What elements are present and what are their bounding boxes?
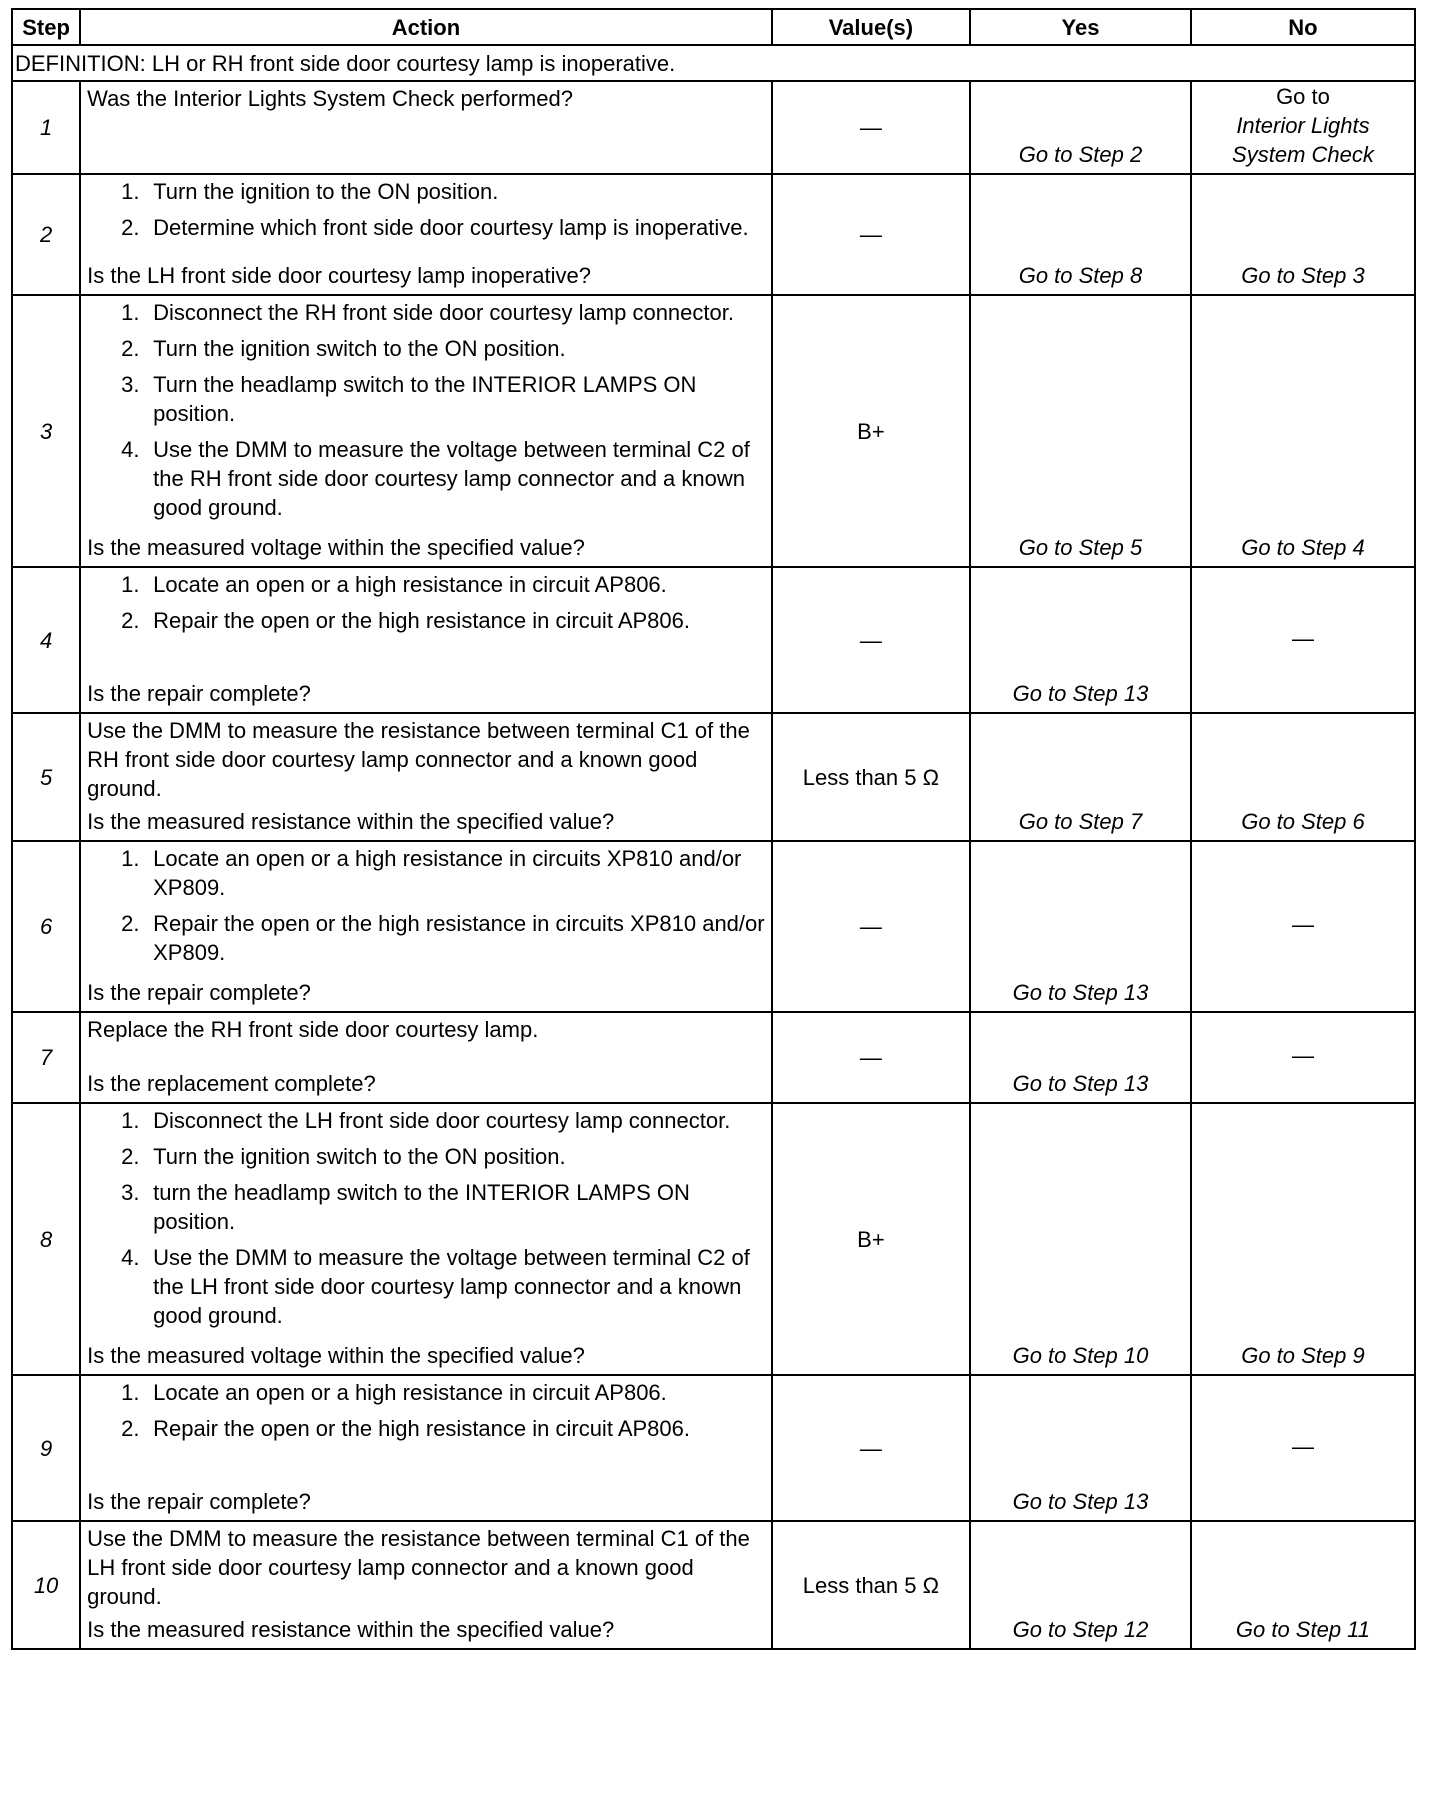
action-text: Use the DMM to measure the resistance between terminal C1 of the LH front side door courtesy lamp connector and a known good ground.: [87, 1526, 750, 1609]
no-goto-line: System Check: [1232, 142, 1374, 167]
list-item: [87, 435, 765, 522]
no-cell: Go to Step 11: [1191, 1521, 1415, 1649]
list-item: [87, 370, 765, 428]
action-content: [87, 84, 765, 159]
list-item-number: 2.: [121, 1144, 140, 1169]
list-item: [87, 1378, 765, 1407]
list-item: [87, 1142, 765, 1171]
table-row: [12, 1103, 1415, 1375]
list-item-text: Determine which front side door courtesy lamp is inoperative.: [153, 215, 749, 240]
no-cell: Go to Step 3: [1191, 174, 1415, 295]
table-row: [12, 567, 1415, 713]
action-content: [87, 1106, 765, 1370]
action-instructions: [87, 298, 765, 529]
list-item-number: 1.: [121, 1380, 140, 1405]
action-cell: [80, 567, 772, 713]
action-steps-list: [87, 1378, 765, 1443]
action-question: Is the repair complete?: [87, 681, 311, 706]
action-cell: [80, 1521, 772, 1649]
header-yes: Yes: [970, 9, 1191, 45]
action-question: Is the repair complete?: [87, 980, 311, 1005]
value-cell: Less than 5 Ω: [772, 1521, 970, 1649]
list-item-text: Locate an open or a high resistance in circuit AP806.: [153, 572, 667, 597]
step-number: 9: [12, 1375, 80, 1521]
header-no: No: [1191, 9, 1415, 45]
step-number: 8: [12, 1103, 80, 1375]
list-item-text: Repair the open or the high resistance in circuit AP806.: [153, 1416, 690, 1441]
action-content: [87, 716, 765, 836]
yes-cell: Go to Step 13: [970, 1012, 1191, 1103]
list-item-text: Disconnect the LH front side door courtesy lamp connector.: [153, 1108, 731, 1133]
action-text: Was the Interior Lights System Check performed?: [87, 86, 573, 111]
action-cell: [80, 1012, 772, 1103]
table-row: [12, 1012, 1415, 1103]
action-content: [87, 844, 765, 1007]
definition-text: DEFINITION: LH or RH front side door courtesy lamp is inoperative.: [12, 45, 1415, 81]
list-item-number: 3.: [121, 1180, 140, 1205]
table-row: [12, 174, 1415, 295]
value-cell: Less than 5 Ω: [772, 713, 970, 841]
list-item-number: 1.: [121, 300, 140, 325]
yes-cell: Go to Step 10: [970, 1103, 1191, 1375]
no-cell: —: [1191, 1375, 1415, 1521]
list-item-number: 3.: [121, 372, 140, 397]
table-row: [12, 841, 1415, 1012]
yes-cell: Go to Step 12: [970, 1521, 1191, 1649]
action-question: Is the measured voltage within the specified value?: [87, 1343, 585, 1368]
table-row: [12, 81, 1415, 174]
value-cell: —: [772, 1012, 970, 1103]
yes-cell: Go to Step 2: [970, 81, 1191, 174]
action-cell: [80, 174, 772, 295]
action-question: Is the measured voltage within the specified value?: [87, 535, 585, 560]
action-cell: [80, 1375, 772, 1521]
step-number: 2: [12, 174, 80, 295]
no-cell: Go to Step 4: [1191, 295, 1415, 567]
list-item-text: Turn the ignition switch to the ON position.: [153, 336, 566, 361]
yes-cell: Go to Step 13: [970, 841, 1191, 1012]
list-item: [87, 177, 765, 206]
list-item-number: 1.: [121, 846, 140, 871]
action-cell: [80, 841, 772, 1012]
action-content: [87, 1378, 765, 1516]
action-question: Is the measured resistance within the specified value?: [87, 809, 615, 834]
step-number: 1: [12, 81, 80, 174]
action-instructions: [87, 1524, 765, 1611]
value-cell: —: [772, 1375, 970, 1521]
step-number: 3: [12, 295, 80, 567]
list-item: [87, 570, 765, 599]
action-instructions: [87, 844, 765, 974]
no-goto-line: Go to: [1276, 84, 1330, 109]
list-item-number: 2.: [121, 336, 140, 361]
list-item-text: Disconnect the RH front side door courtesy lamp connector.: [153, 300, 734, 325]
list-item-number: 4.: [121, 1245, 140, 1270]
list-item-text: turn the headlamp switch to the INTERIOR LAMPS ON position.: [153, 1180, 690, 1234]
list-item: [87, 606, 765, 635]
list-item-number: 2.: [121, 911, 140, 936]
step-number: 6: [12, 841, 80, 1012]
no-cell: —: [1191, 1012, 1415, 1103]
yes-cell: Go to Step 7: [970, 713, 1191, 841]
action-steps-list: [87, 844, 765, 967]
action-steps-list: [87, 1106, 765, 1330]
no-cell: Go to Step 6: [1191, 713, 1415, 841]
list-item: [87, 213, 765, 242]
table-row: [12, 713, 1415, 841]
action-question: Is the repair complete?: [87, 1489, 311, 1514]
action-steps-list: [87, 298, 765, 522]
action-text: Use the DMM to measure the resistance between terminal C1 of the RH front side door courtesy lamp connector and a known good ground.: [87, 718, 750, 801]
diagnostic-table-page: [11, 8, 1416, 1814]
no-goto-block: [1198, 82, 1408, 169]
yes-cell: Go to Step 5: [970, 295, 1191, 567]
action-instructions: [87, 1378, 765, 1450]
header-step: Step: [12, 9, 80, 45]
action-steps-list: [87, 177, 765, 242]
value-cell: —: [772, 567, 970, 713]
header-row: [12, 9, 1415, 45]
action-content: [87, 177, 765, 290]
table-body: [12, 45, 1415, 1649]
action-content: [87, 1524, 765, 1644]
action-content: [87, 570, 765, 708]
list-item: [87, 334, 765, 363]
table-row: [12, 295, 1415, 567]
definition-row: [12, 45, 1415, 81]
list-item-text: Turn the headlamp switch to the INTERIOR LAMPS ON position.: [153, 372, 697, 426]
action-cell: [80, 81, 772, 174]
step-number: 5: [12, 713, 80, 841]
action-instructions: [87, 570, 765, 642]
yes-cell: Go to Step 8: [970, 174, 1191, 295]
list-item-number: 2.: [121, 215, 140, 240]
action-instructions: [87, 716, 765, 803]
list-item-text: Turn the ignition switch to the ON position.: [153, 1144, 566, 1169]
yes-cell: Go to Step 13: [970, 1375, 1191, 1521]
action-instructions: [87, 1015, 765, 1044]
list-item-number: 1.: [121, 572, 140, 597]
list-item: [87, 1106, 765, 1135]
step-number: 7: [12, 1012, 80, 1103]
action-instructions: [87, 1106, 765, 1337]
list-item-number: 2.: [121, 1416, 140, 1441]
no-cell: [1191, 81, 1415, 174]
action-instructions: [87, 84, 765, 113]
step-number: 10: [12, 1521, 80, 1649]
list-item-text: Repair the open or the high resistance in circuit AP806.: [153, 608, 690, 633]
no-cell: Go to Step 9: [1191, 1103, 1415, 1375]
no-cell: —: [1191, 567, 1415, 713]
table-row: [12, 1521, 1415, 1649]
no-goto-line: Interior Lights: [1236, 113, 1370, 138]
value-cell: B+: [772, 1103, 970, 1375]
diagnostic-table: [11, 8, 1416, 1650]
header-values: Value(s): [772, 9, 970, 45]
header-action: Action: [80, 9, 772, 45]
list-item: [87, 909, 765, 967]
list-item: [87, 1414, 765, 1443]
action-content: [87, 1015, 765, 1098]
action-question: Is the measured resistance within the specified value?: [87, 1617, 615, 1642]
list-item: [87, 298, 765, 327]
value-cell: B+: [772, 295, 970, 567]
action-cell: [80, 1103, 772, 1375]
list-item-text: Locate an open or a high resistance in circuits XP810 and/or XP809.: [153, 846, 742, 900]
value-cell: —: [772, 841, 970, 1012]
list-item: [87, 844, 765, 902]
table-row: [12, 1375, 1415, 1521]
list-item-text: Use the DMM to measure the voltage between terminal C2 of the RH front side door courtesy lamp connector and a known good ground.: [153, 437, 750, 520]
list-item-number: 1.: [121, 179, 140, 204]
list-item-text: Locate an open or a high resistance in circuit AP806.: [153, 1380, 667, 1405]
action-cell: [80, 295, 772, 567]
list-item: [87, 1243, 765, 1330]
action-question: Is the replacement complete?: [87, 1071, 376, 1096]
list-item: [87, 1178, 765, 1236]
list-item-number: 1.: [121, 1108, 140, 1133]
step-number: 4: [12, 567, 80, 713]
yes-cell: Go to Step 13: [970, 567, 1191, 713]
action-content: [87, 298, 765, 562]
action-cell: [80, 713, 772, 841]
no-cell: —: [1191, 841, 1415, 1012]
value-cell: —: [772, 81, 970, 174]
action-steps-list: [87, 570, 765, 635]
list-item-text: Turn the ignition to the ON position.: [153, 179, 499, 204]
value-cell: —: [772, 174, 970, 295]
action-instructions: [87, 177, 765, 249]
list-item-number: 4.: [121, 437, 140, 462]
list-item-text: Use the DMM to measure the voltage between terminal C2 of the LH front side door courtesy lamp connector and a known good ground.: [153, 1245, 750, 1328]
list-item-number: 2.: [121, 608, 140, 633]
action-text: Replace the RH front side door courtesy lamp.: [87, 1017, 539, 1042]
action-question: Is the LH front side door courtesy lamp inoperative?: [87, 263, 591, 288]
list-item-text: Repair the open or the high resistance in circuits XP810 and/or XP809.: [153, 911, 765, 965]
